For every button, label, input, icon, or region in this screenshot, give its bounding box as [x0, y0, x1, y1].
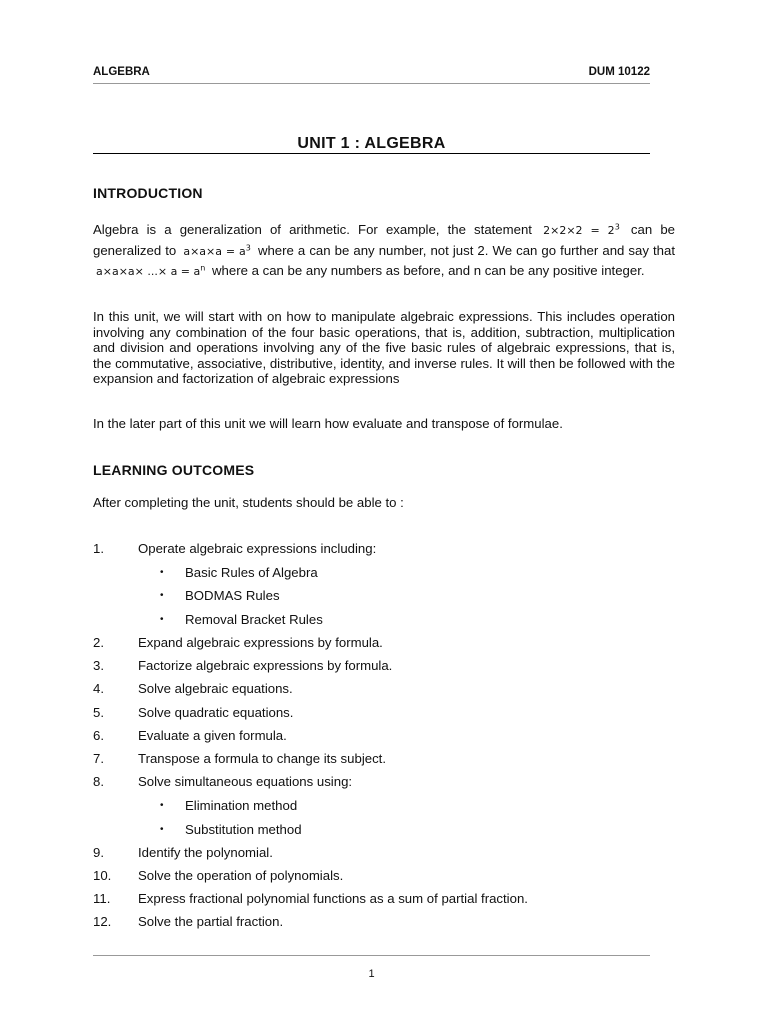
outcome-text: Solve quadratic equations.: [138, 705, 294, 720]
intro-text-4: where a can be any numbers as before, and n can be any positive integer.: [212, 263, 645, 278]
outcome-text: Evaluate a given formula.: [138, 728, 287, 743]
outcome-number: 12.: [93, 914, 112, 929]
outcome-sub-text: Elimination method: [185, 798, 298, 813]
math-expression-1: $2\times 2\times 2 = 2^3$: [543, 222, 620, 237]
introduction-heading: INTRODUCTION: [93, 185, 203, 201]
outcome-number: 1.: [93, 541, 104, 556]
unit-title: UNIT 1 : ALGEBRA: [297, 135, 446, 152]
outcome-number: 2.: [93, 635, 104, 650]
intro-text-2: can be generalized to: [93, 222, 675, 258]
outcome-sub-text: Basic Rules of Algebra: [185, 565, 318, 580]
bullet-icon: •: [160, 614, 164, 625]
outcome-sub-text: BODMAS Rules: [185, 588, 280, 603]
footer-divider: [93, 955, 650, 956]
introduction-paragraph-2: In this unit, we will start with on how to manipulate algebraic expressions. This includes operation involving any combination of the four basic operations, that is, addition, subtraction, multiplication and division and operations involving any of the five basic rules of algebraic expressions, that is, the commutative, associative, distributive, identity, and inverse rules. It will then be followed with the expansion and factorization of algebraic expressions: [93, 309, 675, 386]
outcome-text: Solve simultaneous equations using:: [138, 774, 353, 789]
outcome-number: 7.: [93, 751, 104, 766]
outcome-text: Solve the operation of polynomials.: [138, 868, 344, 883]
bullet-icon: •: [160, 824, 164, 835]
outcome-sub-text: Removal Bracket Rules: [185, 612, 323, 627]
outcome-number: 5.: [93, 705, 104, 720]
introduction-paragraph-1: [93, 220, 675, 282]
unit-title-underline: [93, 153, 650, 154]
outcome-number: 10.: [93, 868, 112, 883]
outcome-text: Express fractional polynomial functions as a sum of partial fraction.: [138, 891, 528, 906]
math-expression-3: a×a×a× ...× $a = a^n$: [96, 263, 206, 278]
introduction-paragraph-3: In the later part of this unit we will learn how evaluate and transpose of formulae.: [93, 416, 563, 431]
outcome-text: Identify the polynomial.: [138, 845, 273, 860]
outcome-text: Solve the partial fraction.: [138, 914, 284, 929]
outcome-text: Operate algebraic expressions including:: [138, 541, 377, 556]
math-expression-2: $a\times a\times a = a^3$: [183, 242, 251, 258]
outcome-sub-text: Substitution method: [185, 822, 302, 837]
outcome-text: Expand algebraic expressions by formula.: [138, 635, 383, 650]
outcome-text: Solve algebraic equations.: [138, 681, 293, 696]
outcome-number: 8.: [93, 774, 104, 789]
header-course-code: DUM 10122: [588, 66, 650, 78]
outcome-number: 6.: [93, 728, 104, 743]
page-number: 1: [368, 968, 375, 980]
outcome-number: 9.: [93, 845, 104, 860]
outcome-number: 3.: [93, 658, 104, 673]
bullet-icon: •: [160, 800, 164, 811]
outcome-text: Factorize algebraic expressions by formula.: [138, 658, 393, 673]
outcome-text: Transpose a formula to change its subject.: [138, 751, 387, 766]
header-course-title: ALGEBRA: [93, 66, 150, 78]
bullet-icon: •: [160, 590, 164, 601]
learning-outcomes-lead: After completing the unit, students should be able to :: [93, 495, 404, 510]
bullet-icon: •: [160, 567, 164, 578]
outcome-number: 11.: [93, 891, 111, 906]
outcome-number: 4.: [93, 681, 104, 696]
header-divider: [93, 83, 650, 84]
intro-text-3: where a can be any number, not just 2. We can go further and say that: [257, 242, 676, 258]
learning-outcomes-heading: LEARNING OUTCOMES: [93, 462, 255, 478]
intro-text-1: Algebra is a generalization of arithmetic. For example, the statement: [93, 222, 532, 237]
